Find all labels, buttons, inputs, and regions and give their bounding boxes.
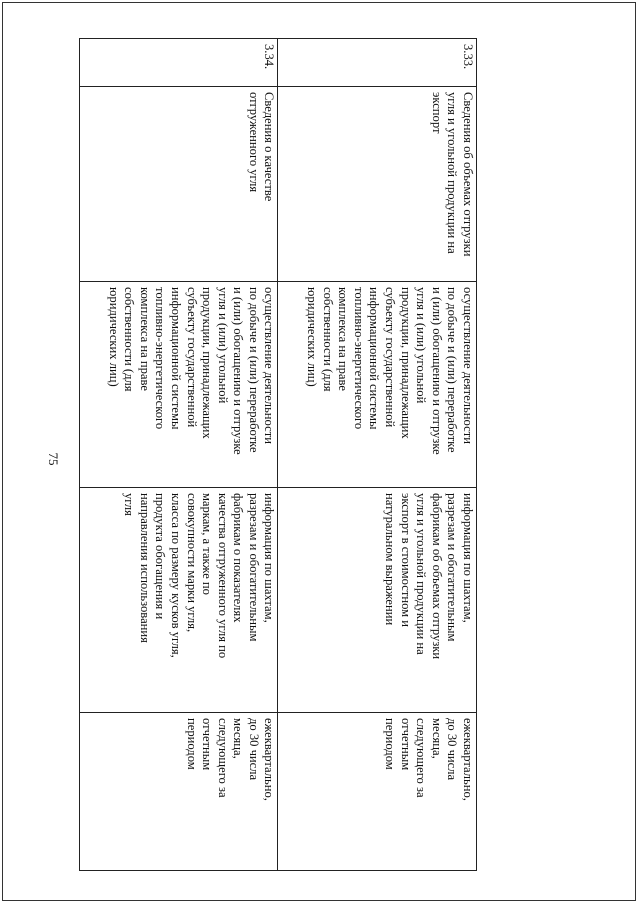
data-table	[79, 38, 477, 871]
table-row	[80, 39, 279, 871]
row-number: 3.33.	[278, 39, 477, 87]
submission-period: ежеквартально, до 30 числа месяца, следующего за отчетным периодом	[278, 713, 477, 871]
info-name: Сведения о качестве отгруженного угля	[80, 87, 279, 282]
info-content: информация по шахтам, разрезам и обогатительным фабрикам о показателях качества отгруженного угля по маркам, а также по совокупности марки угля, класса по размеру кусков угля, продукта обогащения и направления использования угля	[80, 488, 279, 713]
subject-activity: осуществление деятельности по добыче и (или) переработке и (или) обогащению и отгрузке угля и (или) угольной продукции, принадлежащих субъекту государственной информационной системы топливно-энергетического комплекса на праве собственности (для юридических лиц)	[278, 282, 477, 488]
submission-period: ежеквартально, до 30 числа месяца, следующего за отчетным периодом	[80, 713, 279, 871]
rotated-table-container	[79, 38, 477, 870]
info-name: Сведения об объемах отгрузки угля и угольной продукции на экспорт	[278, 87, 477, 282]
subject-activity: осуществление деятельности по добыче и (или) переработке и (или) обогащению и отгрузке угля и (или) угольной продукции, принадлежащих субъекту государственной информационной системы топливно-энергетического комплекса на праве собственности (для юридических лиц)	[80, 282, 279, 488]
page-number: 75	[46, 452, 61, 466]
info-content: информация по шахтам, разрезам и обогатительным фабрикам об объемах отгрузки угля и угольной продукции на экспорт в стоимостном и натуральном выражении	[278, 488, 477, 713]
table-row	[278, 39, 477, 871]
row-number: 3.34.	[80, 39, 279, 87]
